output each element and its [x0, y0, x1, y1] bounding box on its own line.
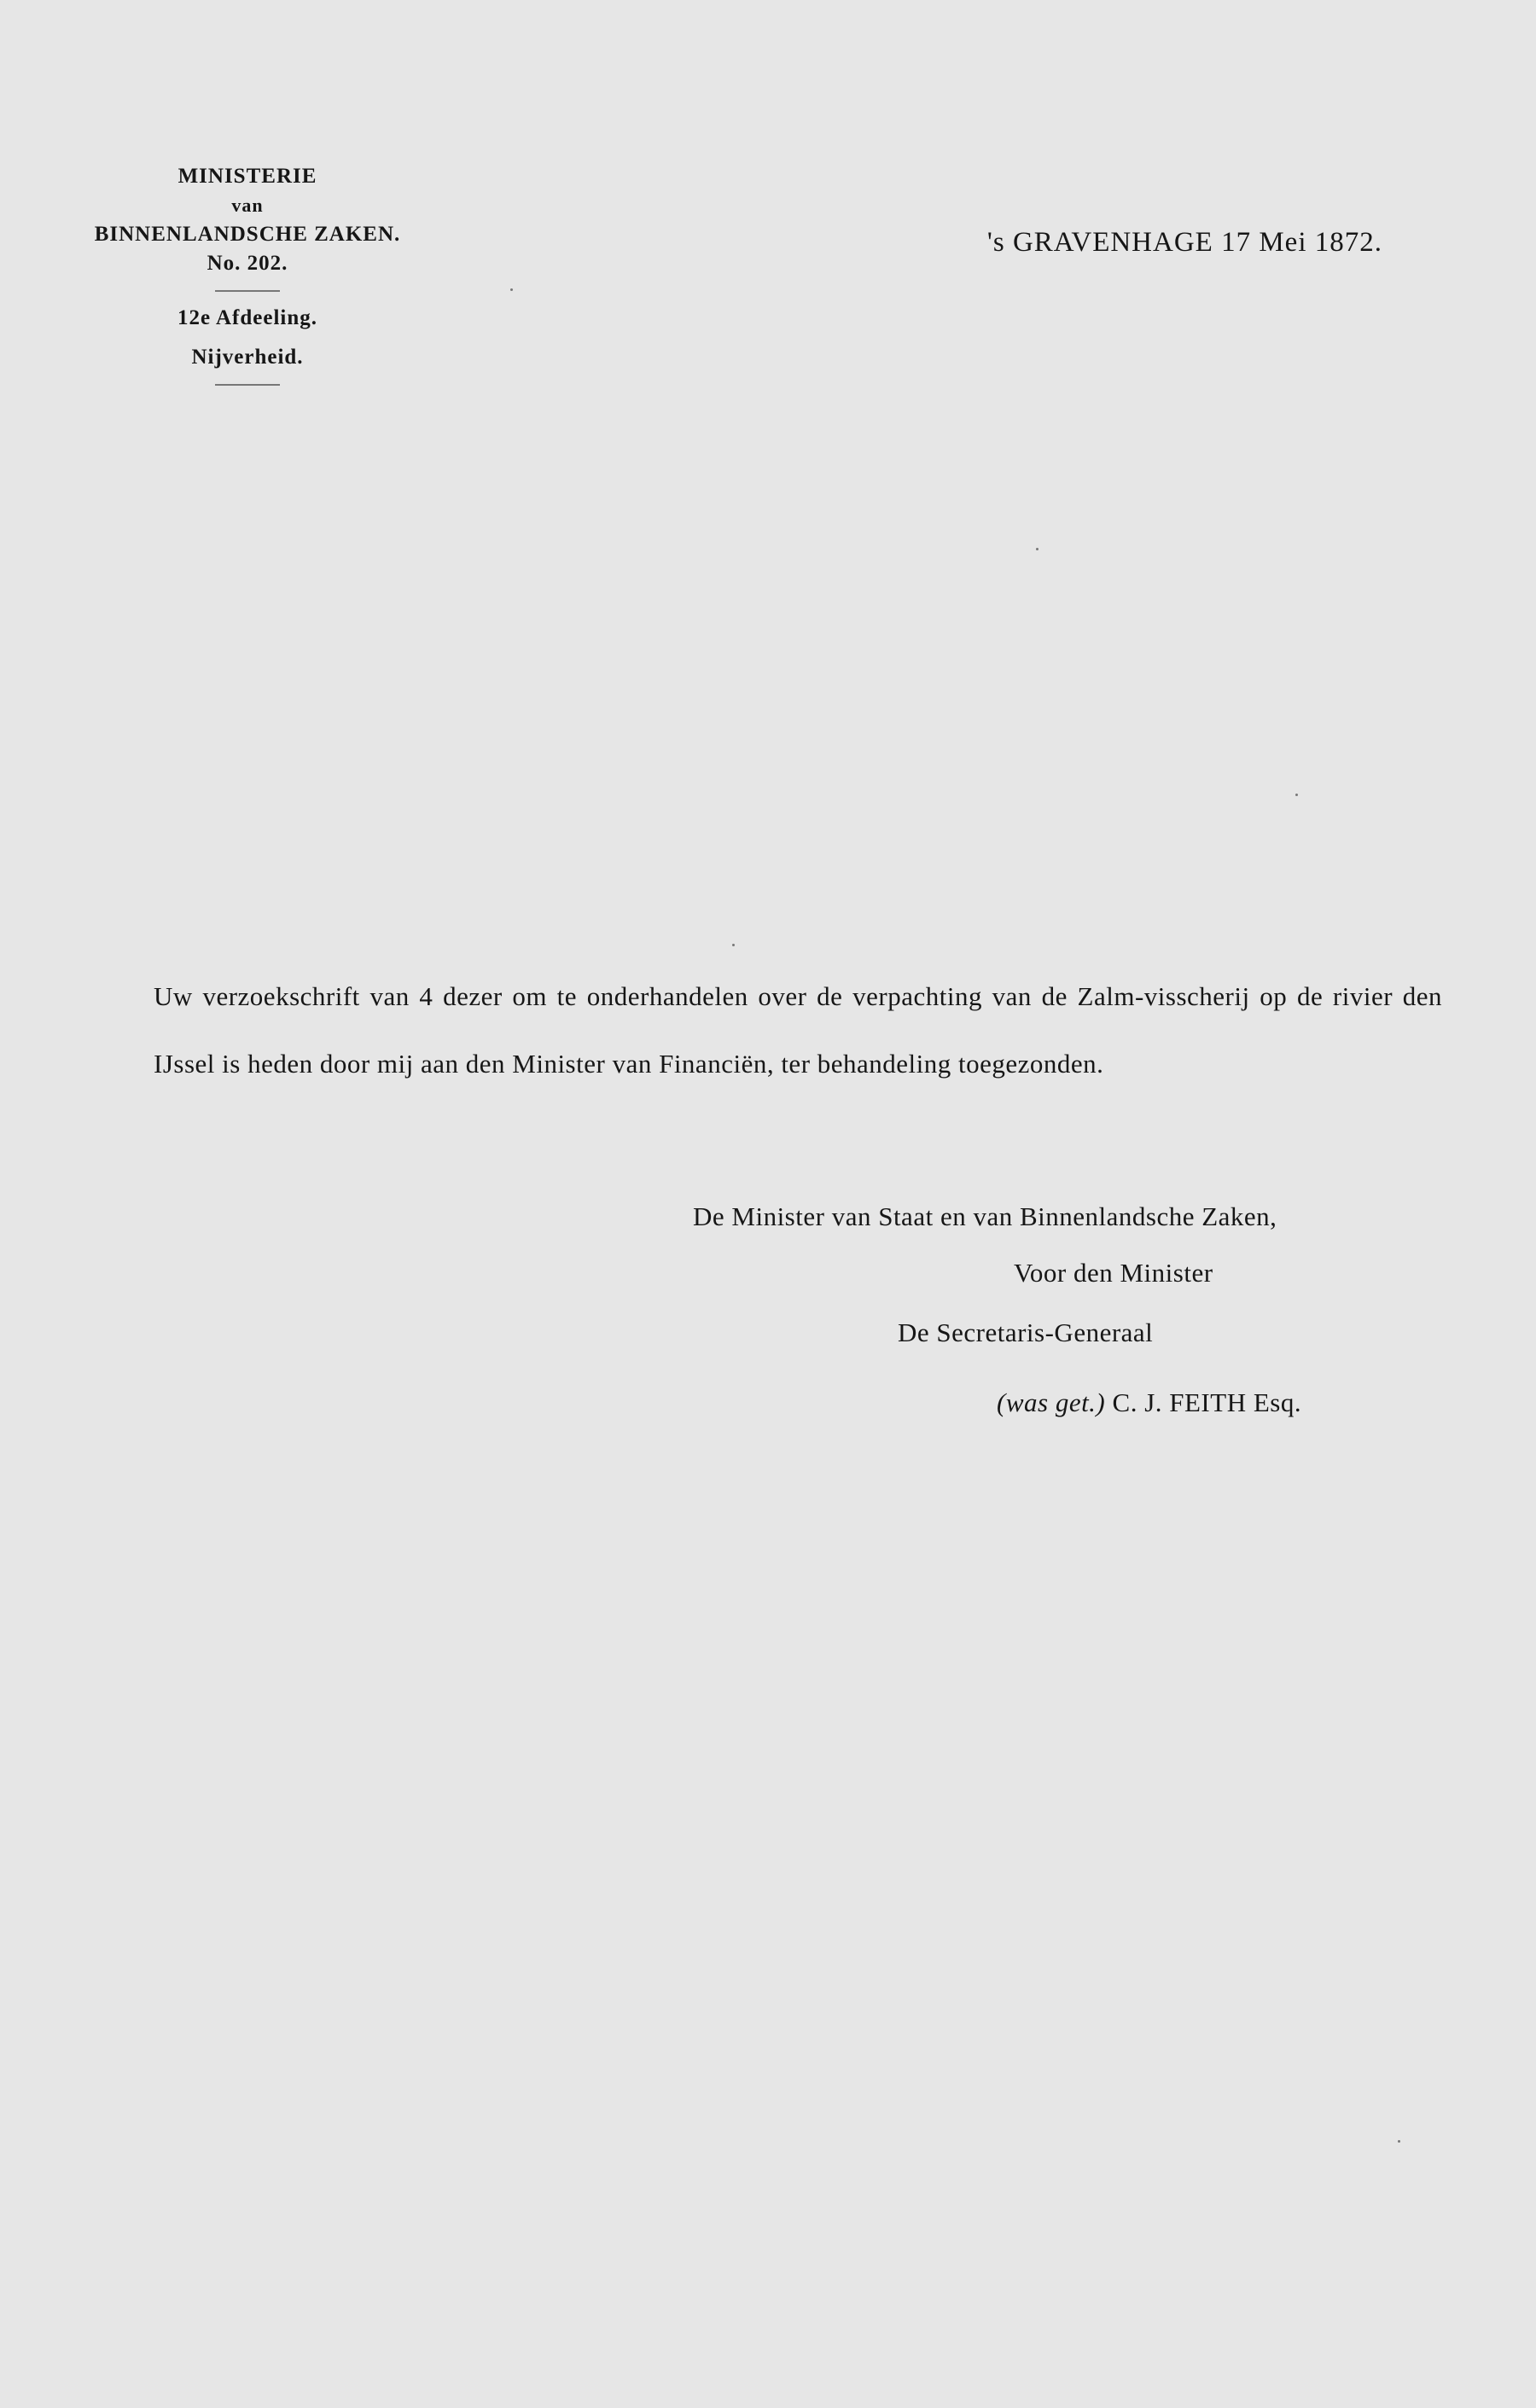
scan-speck: [1398, 2140, 1400, 2143]
on-behalf-of: Voor den Minister: [1014, 1258, 1213, 1288]
place-and-date: 's GRAVENHAGE 17 Mei 1872.: [986, 227, 1382, 258]
scan-speck: [1036, 548, 1039, 550]
divider: [215, 290, 280, 292]
ministry-title: MINISTERIE: [177, 165, 317, 188]
ministry-van: van: [231, 195, 264, 216]
scan-speck: [732, 944, 735, 946]
letter-body: Uw verzoekschrift van 4 dezer om te onderhandelen over de verpachting van de Zalm-visscherij op de rivier den IJssel is heden door mij aan den Minister van Financiën, ter behandeling toegezonden.: [154, 981, 1442, 1079]
signer-name: C. J. FEITH Esq.: [1112, 1387, 1302, 1417]
divider: [215, 384, 280, 386]
signatory-title: De Minister van Staat en van Binnenlandsche Zaken,: [693, 1201, 1277, 1231]
section: Nijverheid.: [191, 346, 304, 369]
signature-line: [997, 1387, 1301, 1418]
document-number: No. 202.: [207, 252, 288, 275]
scan-speck: [1295, 794, 1298, 796]
secretary-general: De Secretaris-Generaal: [898, 1317, 1154, 1347]
signed-note: (was get.): [997, 1387, 1106, 1417]
scan-speck: [510, 288, 513, 291]
ministry-name: BINNENLANDSCHE ZAKEN.: [94, 223, 401, 246]
department: 12e Afdeeling.: [177, 306, 317, 329]
letterhead: [34, 162, 461, 398]
